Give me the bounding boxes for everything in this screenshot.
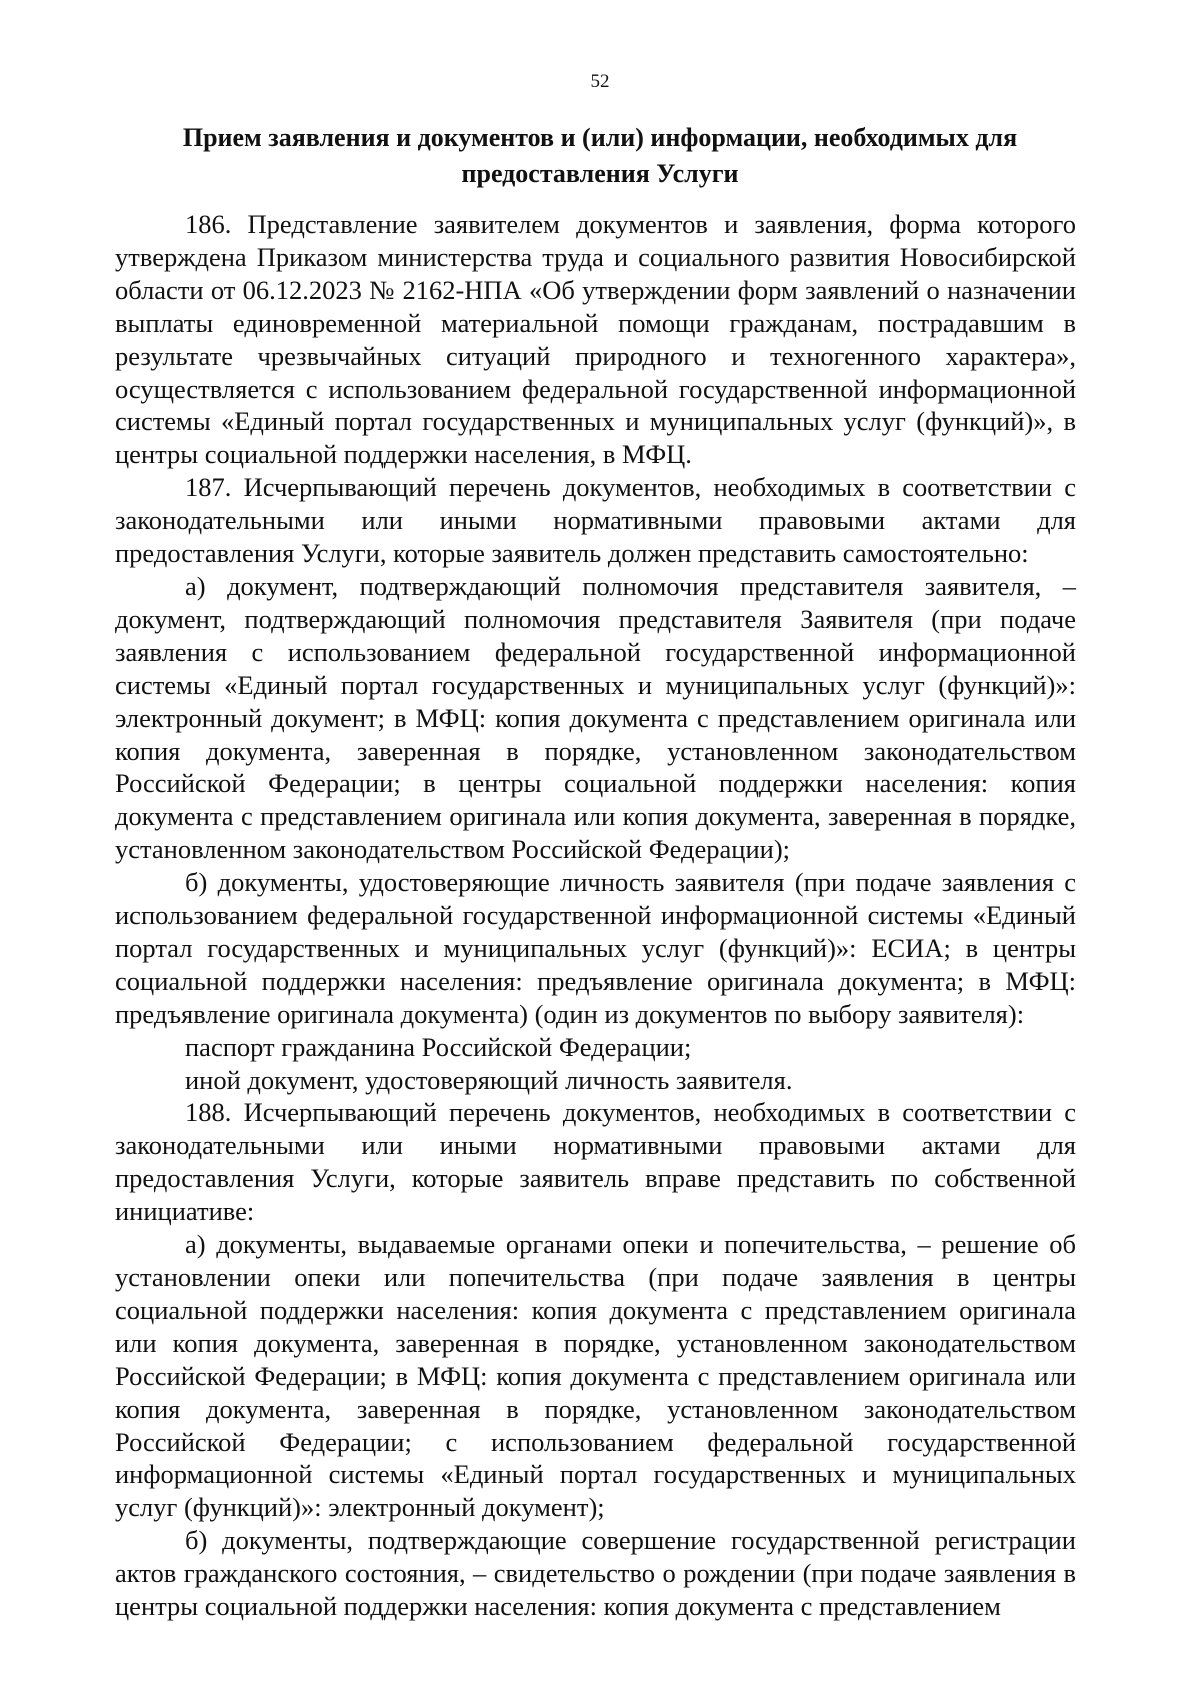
paragraph-187-a: а) документ, подтверждающий полномочия представителя заявителя, – документ, подтверждающий полномочия представителя Заявителя (при подаче заявления с использованием федеральной государственной информационной системы «Единый портал государственных и муниципальных услуг (функций)»: электронный документ; в МФЦ: копия документа с представлением оригинала или копия документа, заверенная в порядке, установленном законодательством Российской Федерации; в центры социальной поддержки населения: копия документа с представлением оригинала или копия документа, заверенная в порядке, установленном законодательством Российской Федерации); [115, 570, 1076, 865]
section-title-line-1: Прием заявления и документов и (или) информации, необходимых для [182, 123, 1018, 152]
section-title [150, 120, 1050, 192]
paragraph-187: 187. Исчерпывающий перечень документов, необходимых в соответствии с законодательными или иными нормативными правовыми актами для предоставления Услуги, которые заявитель должен представить самостоятельно: [115, 472, 1076, 569]
body-text [115, 208, 1076, 1623]
list-item-other-document: иной документ, удостоверяющий личность заявителя. [185, 1064, 793, 1095]
paragraph-188: 188. Исчерпывающий перечень документов, необходимых в соответствии с законодательными или иными нормативными правовыми актами для предоставления Услуги, которые заявитель вправе представить по собственной инициативе: [115, 1097, 1076, 1227]
paragraph-187-b: б) документы, удостоверяющие личность заявителя (при подаче заявления с использованием федеральной государственной информационной системы «Единый портал государственных и муниципальных услуг (функций)»: ЕСИА; в центры социальной поддержки населения: предъявление оригинала документа; в МФЦ: предъявление оригинала документа) (один из документов по выбору заявителя): [115, 867, 1076, 1029]
section-title-line-2: предоставления Услуги [461, 159, 739, 188]
page-number: 52 [590, 71, 610, 92]
paragraph-188-b: б) документы, подтверждающие совершение государственной регистрации актов гражданского состояния, – свидетельство о рождении (при подаче заявления в центры социальной поддержки населения: копия документа с представлением [115, 1525, 1076, 1622]
list-item-passport: паспорт гражданина Российской Федерации; [185, 1031, 692, 1062]
paragraph-186: 186. Представление заявителем документов и заявления, форма которого утверждена Приказом министерства труда и социального развития Новосибирской области от 06.12.2023 № 2162-НПА «Об утверждении форм заявлений о назначении выплаты единовременной материальной помощи гражданам, пострадавшим в результате чрезвычайных ситуаций природного и техногенного характера», осуществляется с использованием федеральной государственной информационной системы «Единый портал государственных и муниципальных услуг (функций)», в центры социальной поддержки населения, в МФЦ. [115, 209, 1076, 470]
paragraph-188-a: а) документы, выдаваемые органами опеки и попечительства, – решение об установлении опеки или попечительства (при подаче заявления в центры социальной поддержки населения: копия документа с представлением оригинала или копия документа, заверенная в порядке, установленном законодательством Российской Федерации; в МФЦ: копия документа с представлением оригинала или копия документа, заверенная в порядке, установленном законодательством Российской Федерации; с использованием федеральной государственной информационной системы «Единый портал государственных и муниципальных услуг (функций)»: электронный документ); [115, 1229, 1076, 1523]
